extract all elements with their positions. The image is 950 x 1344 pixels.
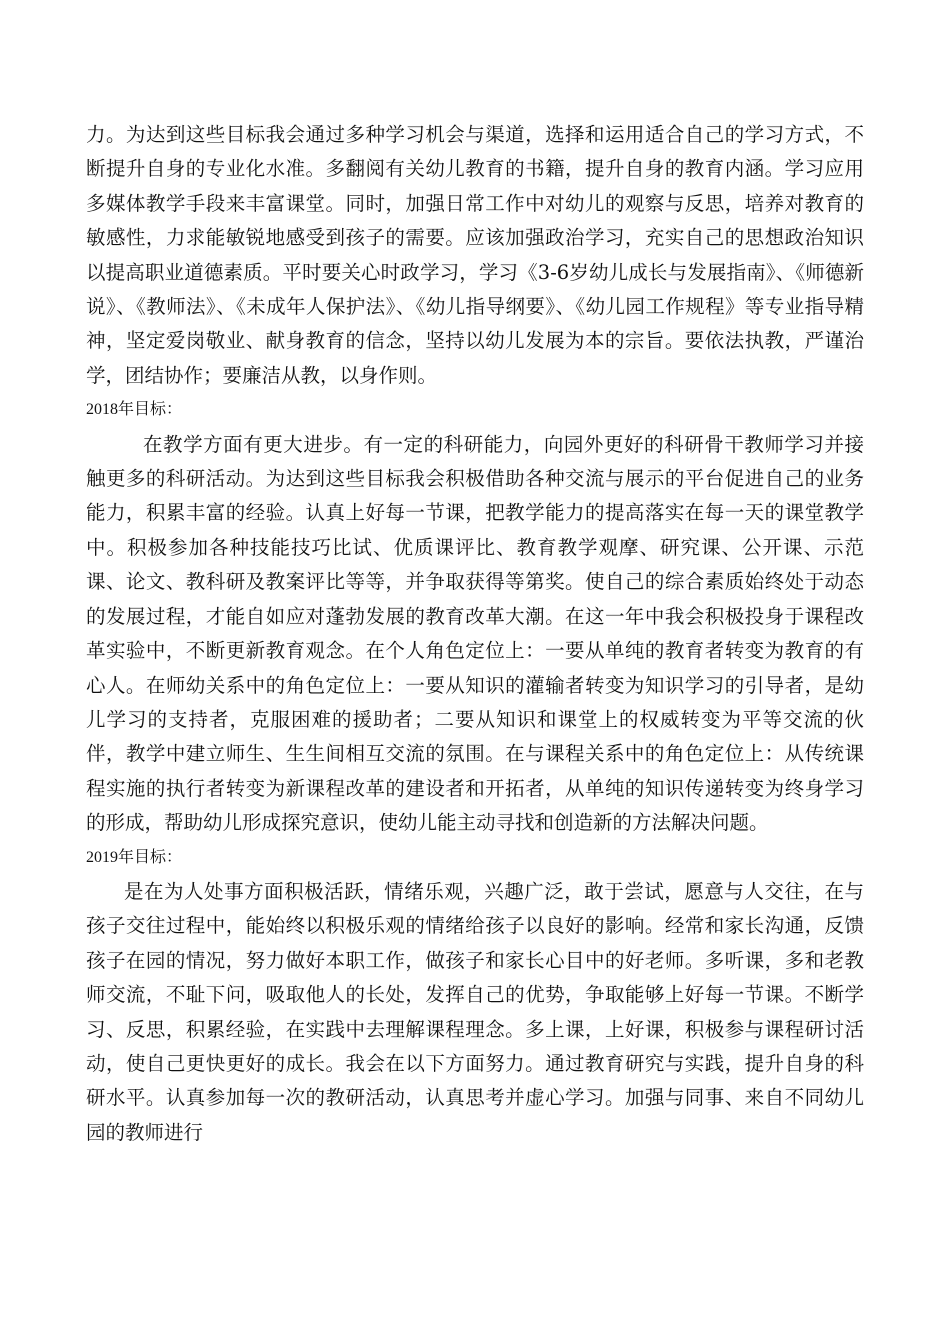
heading-2019-goals: 2019年目标：	[86, 848, 183, 866]
paragraph-2018-goals: 在教学方面有更大进步。有一定的科研能力，向园外更好的科研骨干教师学习并接触更多的科研活动。为达到这些目标我会积极借助各种交流与展示的平台促进自己的业务能力，积累丰富的经验。认真上好每一节课，把教学能力的提高落实在每一天的课堂教学中。积极参加各种技能技巧比试、优质课评比、教育教学观摩、研究课、公开课、示范课、论文、教科研及教案评比等等，并争取获得等第奖。使自己的综合素质始终处于动态的发展过程，才能自如应对蓬勃发展的教育改革大潮。在这一年中我会积极投身于课程改革实验中，不断更新教育观念。在个人角色定位上：一要从单纯的教育者转变为教育的有心人。在师幼关系中的角色定位上：一要从知识的灌输者转变为知识学习的引导者，是幼儿学习的支持者，克服困难的援助者；二要从知识和课堂上的权威转变为平等交流的伙伴，教学中建立师生、生生间相互交流的氛围。在与课程关系中的角色定位上：从传统课程实施的执行者转变为新课程改革的建设者和开拓者，从单纯的知识传递转变为终身学习的形成，帮助幼儿形成探究意识，使幼儿能主动寻找和创造新的方法解决问题。	[86, 432, 864, 835]
paragraph-continuation: 力。为达到这些目标我会通过多种学习机会与渠道，选择和运用适合自己的学习方式，不断提升自身的专业化水准。多翻阅有关幼儿教育的书籍，提升自身的教育内涵。学习应用多媒体教学手段来丰富课堂。同时，加强日常工作中对幼儿的观察与反思，培养对教育的敏感性，力求能敏锐地感受到孩子的需要。应该加强政治学习，充实自己的思想政治知识以提高职业道德素质。平时要关心时政学习，学习《3-6岁幼儿成长与发展指南》、《师德新说》、《教师法》、《未成年人保护法》、《幼儿指导纲要》、《幼儿园工作规程》等专业指导精神，坚定爱岗敬业、献身教育的信念，坚持以幼儿发展为本的宗旨。要依法执教，严谨治学，团结协作；要廉洁从教，以身作则。	[86, 123, 864, 387]
paragraph-2019-goals: 是在为人处事方面积极活跃，情绪乐观，兴趣广泛，敢于尝试，愿意与人交往，在与孩子交往过程中，能始终以积极乐观的情绪给孩子以良好的影响。经常和家长沟通，反馈孩子在园的情况，努力做好本职工作，做孩子和家长心目中的好老师。多听课，多和老教师交流，不耻下问，吸取他人的长处，发挥自己的优势，争取能够上好每一节课。不断学习、反思，积累经验，在实践中去理解课程理念。多上课，上好课，积极参与课程研讨活动，使自己更快更好的成长。我会在以下方面努力。通过教育研究与实践，提升自身的科研水平。认真参加每一次的教研活动，认真思考并虚心学习。加强与同事、来自不同幼儿园的教师进行	[86, 879, 864, 1144]
heading-2018-goals: 2018年目标：	[86, 401, 183, 419]
document-page	[86, 118, 864, 1150]
